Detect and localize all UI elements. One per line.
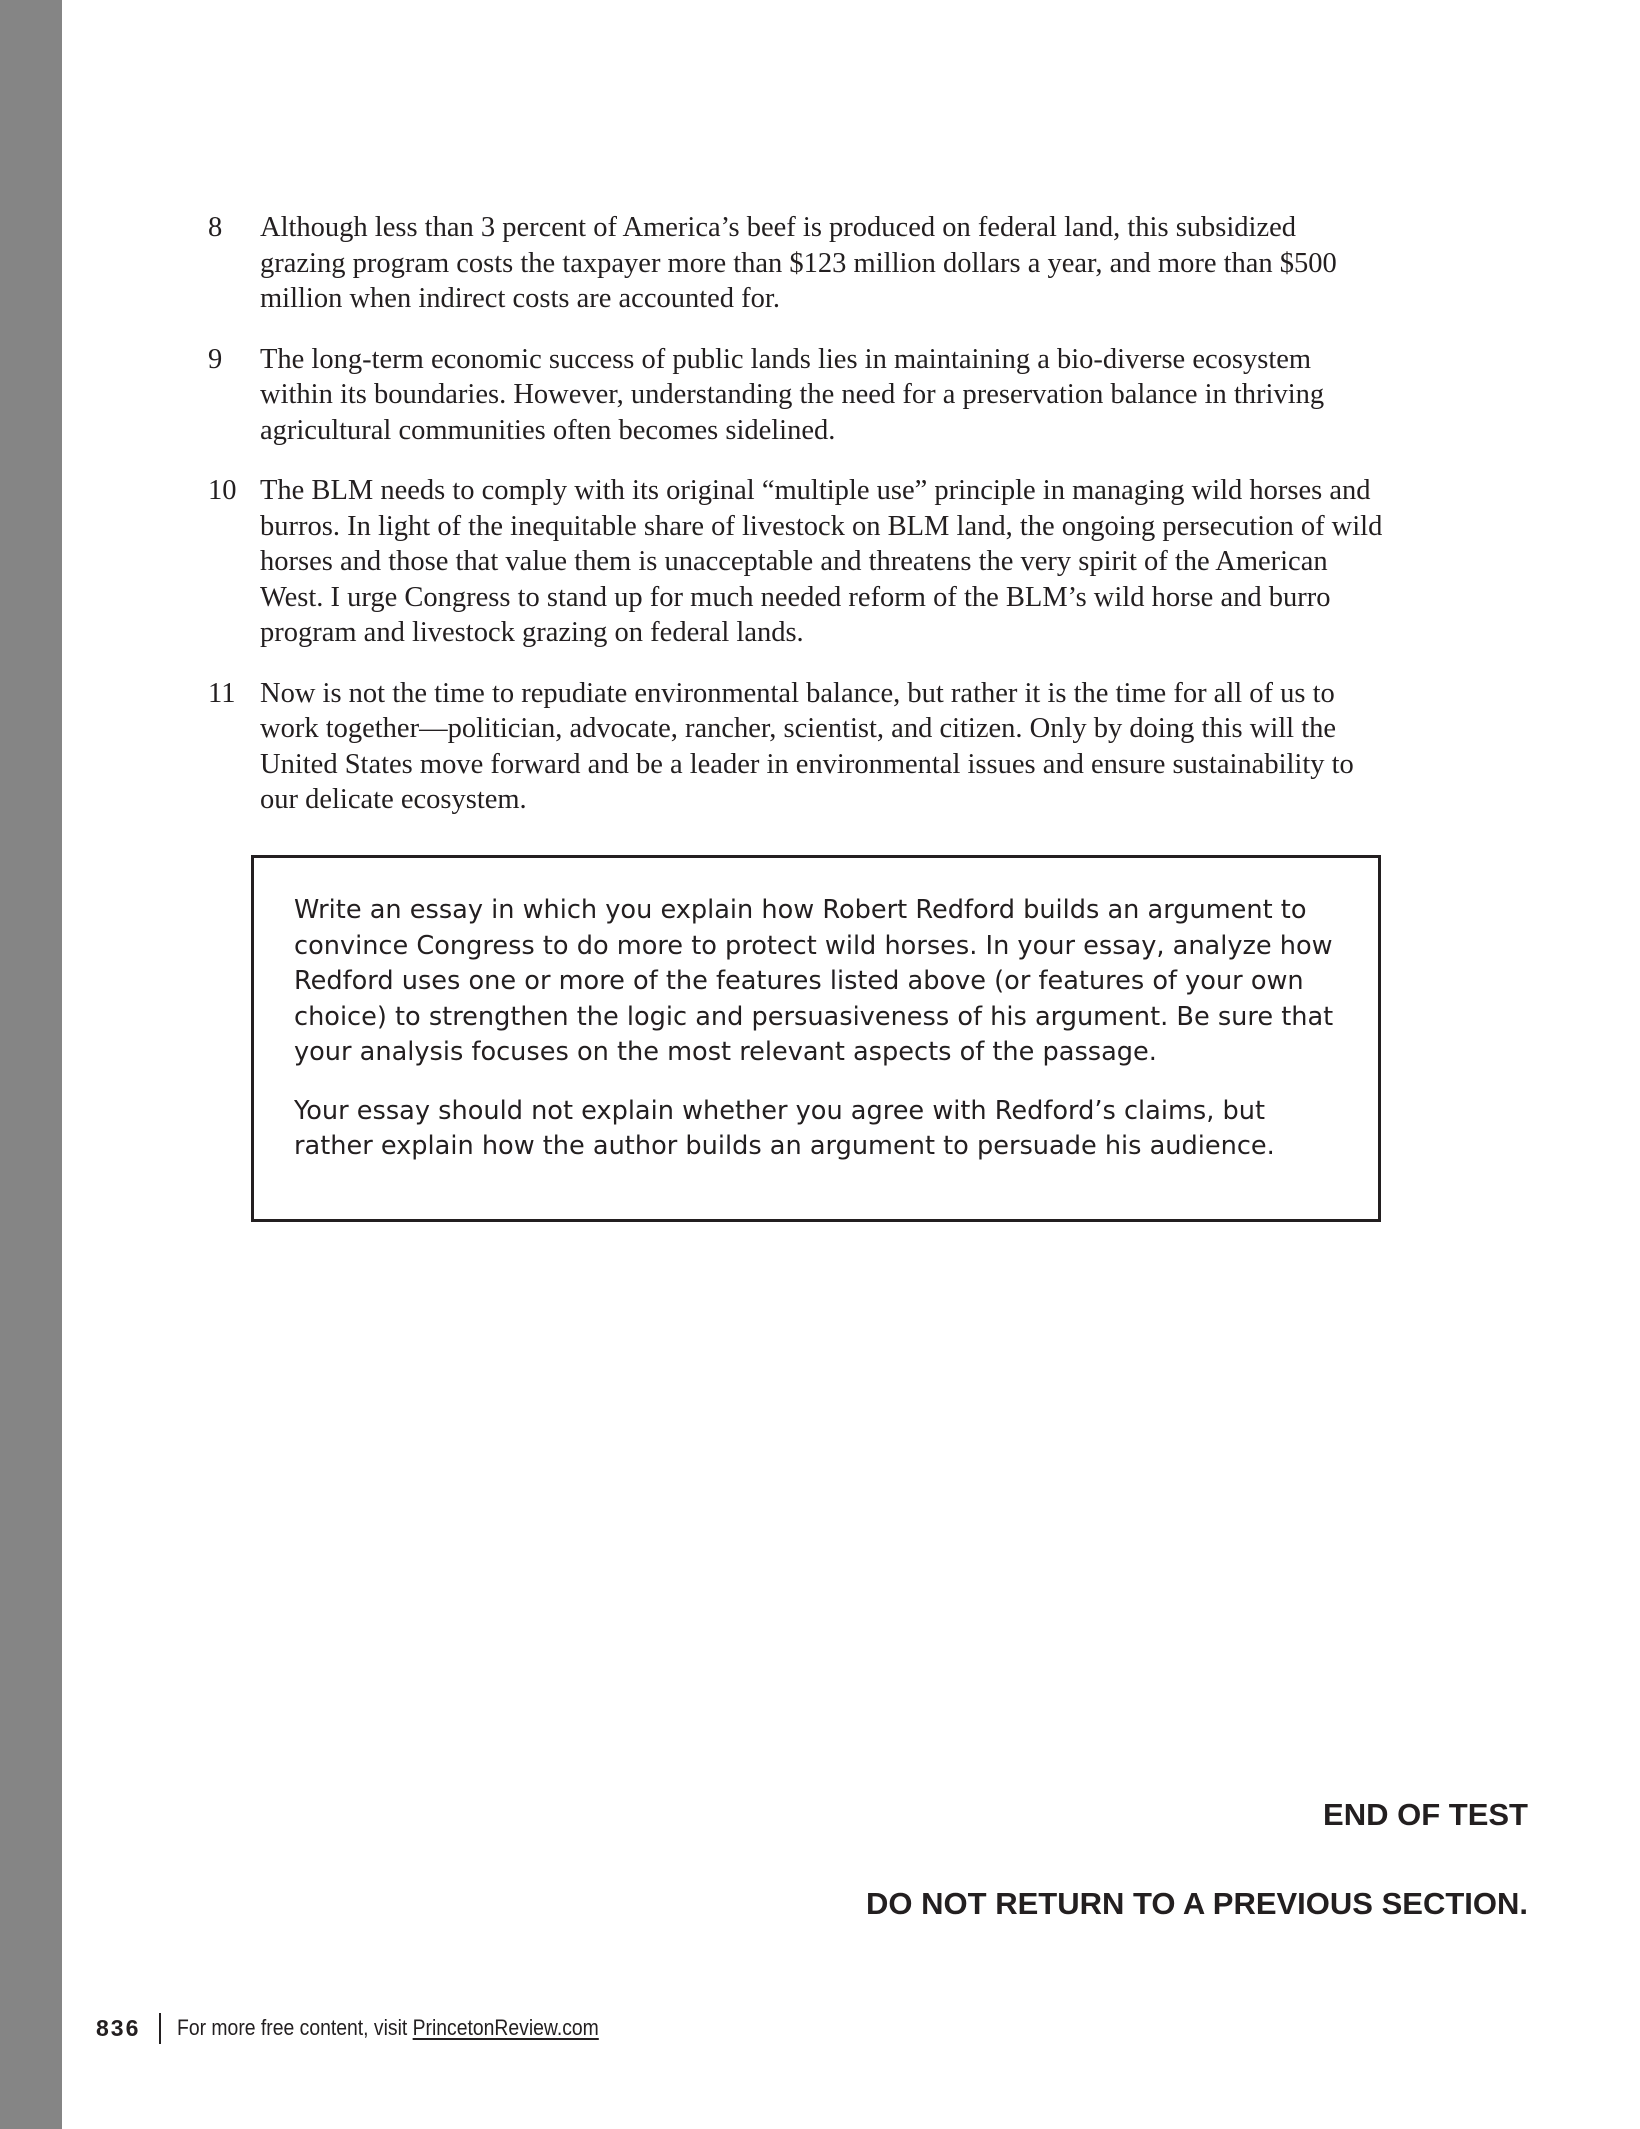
prompt-paragraph: Write an essay in which you explain how Robert Redford builds an argument to convince Congress to do more to protect wild horses. In your essay, analyze how Redford uses one or more of the features listed above (or features of your own choice) to strengthen the logic and persuasiveness of his argument. Be sure that your analysis focuses on the most relevant aspects of the passage. [294, 895, 1334, 1067]
passage-paragraph-11 [208, 676, 1388, 818]
do-not-return-notice: DO NOT RETURN TO A PREVIOUS SECTION. [866, 1886, 1528, 1921]
passage-paragraph-10 [208, 473, 1388, 651]
footer-text [177, 2015, 599, 2041]
prompt-paragraph: Your essay should not explain whether you agree with Redford’s claims, but rather explain how the author builds an argument to persuade his audience. [294, 1095, 1275, 1161]
paragraph-text: The long-term economic success of public lands lies in maintaining a bio-diverse ecosystem within its boundaries. However, understanding the need for a preservation balance in thriving agricultural communities often becomes sidelined. [260, 343, 1325, 446]
page-footer [96, 2011, 657, 2045]
paragraph-number: 10 [208, 475, 237, 506]
footer-divider [159, 2013, 161, 2044]
passage-paragraph-9 [208, 342, 1388, 449]
end-of-test-heading: END OF TEST [1323, 1797, 1528, 1832]
paragraph-number: 9 [208, 343, 223, 375]
paragraph-text: Now is not the time to repudiate environmental balance, but rather it is the time for all of us to work together—politician, advocate, rancher, scientist, and citizen. Only by doing this will the United States move forward and be a leader in environmental issues and ensure sustainability to our delicate ecosystem. [260, 677, 1354, 815]
page-gutter-bar [0, 0, 62, 2129]
passage [208, 210, 1388, 843]
paragraph-number: 11 [208, 677, 236, 709]
page-number: 836 [96, 2014, 141, 2041]
passage-paragraph-8 [208, 210, 1388, 317]
paragraph-number: 8 [208, 212, 223, 243]
footer-label: For more free content, visit [177, 2015, 414, 2040]
footer-link[interactable]: PrincetonReview.com [413, 2015, 600, 2040]
essay-prompt-box [251, 855, 1381, 1222]
paragraph-text: Although less than 3 percent of America’s beef is produced on federal land, this subsidized grazing program costs the taxpayer more than $123 million dollars a year, and more than $500 million when indirect costs are accounted for. [260, 212, 1337, 314]
paragraph-text: The BLM needs to comply with its original “multiple use” principle in managing wild horses and burros. In light of the inequitable share of livestock on BLM land, the ongoing persecution of wild horses and those that value them is unacceptable and threatens the very spirit of the American West. I urge Congress to stand up for much needed reform of the BLM’s wild horse and burro program and livestock grazing on federal lands. [260, 475, 1383, 648]
